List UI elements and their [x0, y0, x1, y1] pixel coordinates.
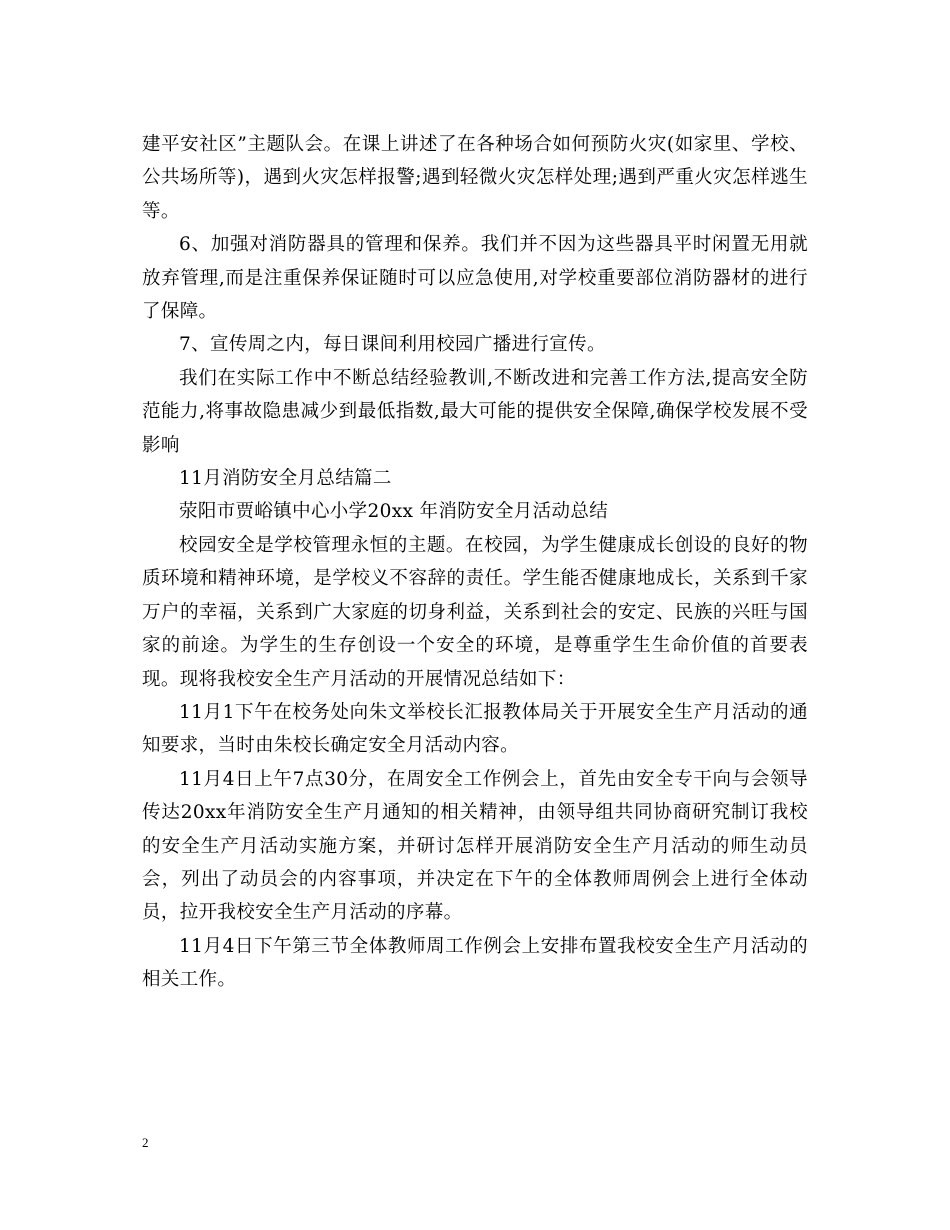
paragraph-work-summary: 我们在实际工作中不断总结经验教训,不断改进和完善工作方法,提高安全防范能力,将事故隐患减少到最低指数,最大可能的提供安全保障,确保学校发展不受影响	[142, 367, 808, 456]
paragraph-nov-4-morning-meeting: 11月4日上午7点30分，在周安全工作例会上，首先由安全专干向与会领导传达20xx年消防安全生产月通知的相关精神，由领导组共同协商研究制订我校的安全生产月活动实施方案，并研讨怎样开展消防安全生产月活动的师生动员会，列出了动员会的内容事项，并决定在下午的全体教师周例会上进行全体动员，拉开我校安全生产月活动的序幕。	[142, 768, 808, 924]
paragraph-nov-1-report: 11月1下午在校务处向朱文举校长汇报教体局关于开展安全生产月活动的通知要求，当时由朱校长确定安全月活动内容。	[142, 701, 808, 757]
document-body	[142, 128, 808, 997]
paragraph-campus-safety-theme: 校园安全是学校管理永恒的主题。在校园，为学生健康成长创设的良好的物质环境和精神环境，是学校义不容辞的责任。学生能否健康地成长，关系到千家万户的幸福，关系到广大家庭的切身利益，关系到社会的安定、民族的兴旺与国家的前途。为学生的生存创设一个安全的环境，是尊重学生生命价值的首要表现。现将我校安全生产月活动的开展情况总结如下：	[142, 534, 808, 690]
report-title: 荥阳市贾峪镇中心小学20xx 年消防安全月活动总结	[179, 501, 609, 523]
paragraph-campus-broadcast: 7、宣传周之内，每日课间利用校园广播进行宣传。	[179, 334, 606, 356]
paragraph-equipment-maintenance: 6、加强对消防器具的管理和保养。我们并不因为这些器具平时闲置无用就放弃管理,而是注重保养保证随时可以应急使用,对学校重要部位消防器材的进行了保障。	[142, 234, 808, 323]
paragraph-nov-4-afternoon-meeting: 11月4日下午第三节全体教师周工作例会上安排布置我校安全生产月活动的相关工作。	[142, 935, 808, 991]
paragraph-fire-safety-class-meeting: 建平安社区”主题队会。在课上讲述了在各种场合如何预防火灾(如家里、学校、公共场所等)，遇到火灾怎样报警;遇到轻微火灾怎样处理;遇到严重火灾怎样逃生等。	[142, 134, 808, 222]
section-heading: 11月消防安全月总结篇二	[179, 468, 392, 490]
page-number: 2	[142, 1135, 149, 1150]
